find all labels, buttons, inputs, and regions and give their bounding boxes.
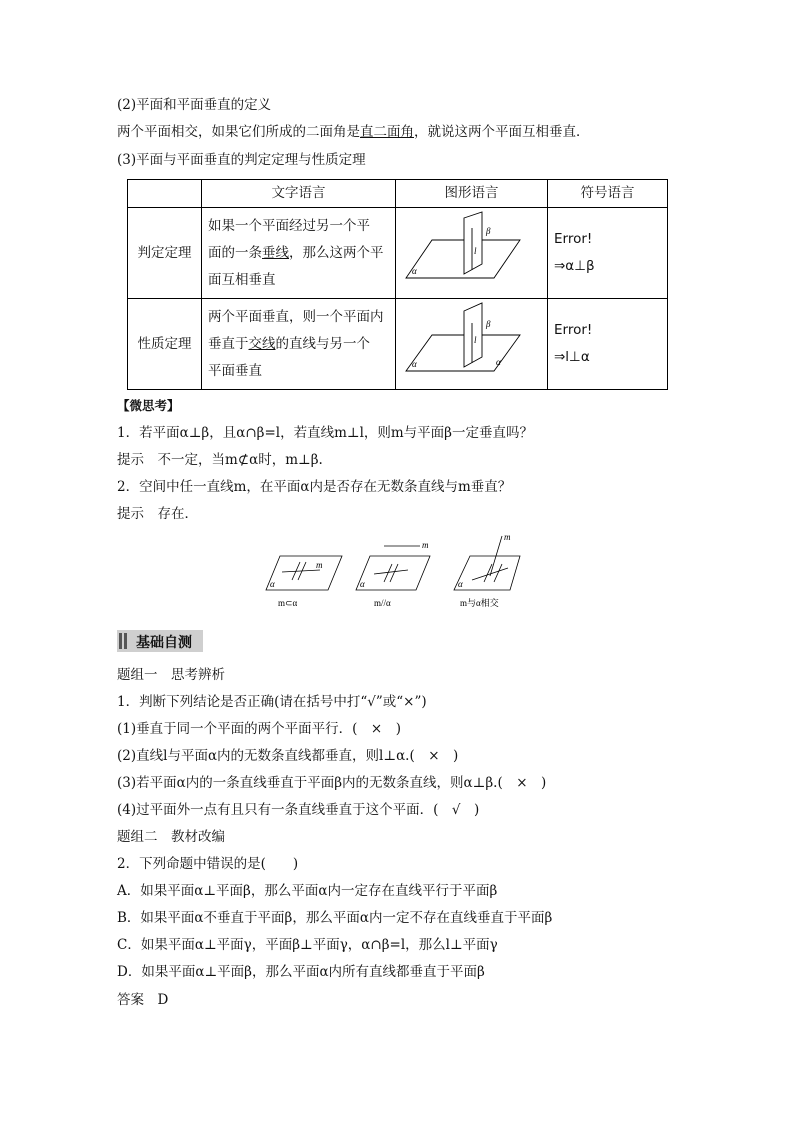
plane-alpha [406, 335, 520, 371]
think-question-1: 1．若平面α⊥β，且α∩β=l，若直线m⊥l，则m与平面β一定垂直吗？ [117, 425, 533, 441]
judgement-item: (4)过平面外一点有且只有一条直线垂直于这个平面．( √ ) [117, 802, 480, 818]
underlined-term: 垂线 [262, 244, 289, 261]
label-alpha: α [270, 579, 275, 589]
think-heading: 【微思考】 [117, 398, 180, 413]
label-alpha: α [360, 579, 365, 589]
table-row [128, 299, 668, 390]
label-beta: β [486, 226, 491, 236]
judgement-item: (3)若平面α内的一条直线垂直于平面β内的无数条直线，则α⊥β.( × ) [117, 775, 547, 791]
theorem-text-judge [202, 208, 396, 299]
text-line: 平面垂直 [208, 362, 262, 379]
judgement-item: (1)垂直于同一个平面的两个平面平行．( × ) [117, 721, 401, 737]
section-3-title: (3)平面与平面垂直的判定定理与性质定理 [117, 152, 366, 168]
section-banner [117, 630, 203, 652]
banner-label: 基础自测 [136, 635, 192, 651]
theorem-symbol-property [548, 299, 668, 390]
definition-prefix: 两个平面相交，如果它们所成的二面角是 [117, 124, 360, 140]
label-m: m [422, 540, 429, 550]
table-row [128, 208, 668, 299]
label-alpha: α [412, 266, 417, 276]
label-l: l [474, 246, 477, 256]
symbol-conclusion: ⇒α⊥β [554, 258, 595, 274]
text-line: 两个平面垂直，则一个平面内 [208, 308, 384, 325]
theorem-symbol-judge [548, 208, 668, 299]
table-header-figure: 图形语言 [396, 180, 548, 208]
text-line: 如果一个平面经过另一个平 [208, 217, 370, 234]
answer [117, 991, 168, 1009]
figure-caption: m//α [374, 598, 391, 608]
theorem-text-property [202, 299, 396, 390]
plane-alpha [406, 240, 520, 278]
label-alpha: α [412, 359, 417, 369]
option-b: B．如果平面α不垂直于平面β，那么平面α内一定不存在直线垂直于平面β [117, 910, 553, 926]
label-alpha: α [458, 579, 463, 589]
hint-label: 提示 [117, 506, 144, 522]
group-1-title: 题组一 思考辨析 [117, 667, 225, 683]
option-a: A．如果平面α⊥平面β，那么平面α内一定存在直线平行于平面β [117, 883, 498, 899]
think-question-2: 2．空间中任一直线m，在平面α内是否存在无数条直线与m垂直？ [117, 479, 512, 495]
hint-label: 提示 [117, 452, 144, 468]
label-l: l [474, 335, 477, 345]
perpendicular-planes-diagram [402, 208, 552, 288]
table-header-text: 文字语言 [202, 180, 396, 208]
text-fragment: ，那么这两个平 [289, 244, 384, 261]
figure-judge [396, 208, 548, 299]
table-header-symbol: 符号语言 [548, 180, 668, 208]
group-1-question: 1．判断下列结论是否正确(请在括号中打“√”或“×”) [117, 694, 427, 710]
section-2-title: (2)平面和平面垂直的定义 [117, 97, 272, 113]
option-d: D．如果平面α⊥平面β，那么平面α内所有直线都垂直于平面β [117, 964, 485, 980]
text-line [208, 331, 389, 358]
table-header-row [128, 180, 668, 208]
option-c: C．如果平面α⊥平面γ，平面β⊥平面γ，α∩β=l，那么l⊥平面γ [117, 937, 498, 953]
text-fragment: 垂直于 [208, 335, 249, 352]
label-m: m [504, 532, 511, 542]
think-answer-1 [117, 451, 323, 469]
figure-m-intersects-alpha [454, 532, 520, 608]
banner-bar-icon [119, 633, 122, 649]
group-2-question: 2．下列命题中错误的是( ) [117, 856, 299, 872]
hint-text: 不一定，当m⊄α时，m⊥β. [157, 452, 323, 468]
symbol-error: Error! [554, 231, 593, 247]
think-answer-2 [117, 505, 198, 523]
theorem-name-property: 性质定理 [128, 299, 202, 390]
table-header-empty [128, 180, 202, 208]
theorem-name-judge: 判定定理 [128, 208, 202, 299]
figure-caption: m⊂α [278, 598, 298, 608]
definition-text [117, 123, 590, 141]
perpendicular-planes-diagram [402, 299, 552, 379]
plane-beta [464, 212, 482, 274]
definition-suffix: ，就说这两个平面互相垂直． [414, 124, 590, 140]
label-m: m [316, 560, 323, 570]
answer-value: D [157, 992, 169, 1008]
answer-label: 答案 [117, 992, 144, 1008]
banner-bar-icon [124, 633, 127, 649]
group-2-title: 题组二 教材改编 [117, 829, 225, 845]
theorem-table [127, 179, 668, 390]
text-fragment: 的直线与另一个 [275, 335, 370, 352]
figure-m-parallel-alpha [356, 540, 430, 608]
judgement-item: (2)直线l与平面α内的无数条直线都垂直，则l⊥α.( × ) [117, 748, 459, 764]
figure-m-in-alpha [266, 556, 342, 608]
figure-caption: m与α相交 [460, 598, 499, 608]
hint-text: 存在． [157, 506, 198, 522]
symbol-error: Error! [554, 322, 593, 338]
text-line: 面互相垂直 [208, 271, 276, 288]
figure-property [396, 299, 548, 390]
text-line [208, 240, 389, 267]
plane-beta [464, 303, 482, 367]
label-alpha-2: α [496, 357, 501, 367]
definition-term: 直二面角 [360, 124, 414, 140]
symbol-conclusion: ⇒l⊥α [554, 349, 590, 365]
text-fragment: 面的一条 [208, 244, 262, 261]
line-plane-figures [262, 530, 522, 612]
underlined-term: 交线 [248, 335, 276, 352]
label-beta: β [486, 319, 491, 329]
